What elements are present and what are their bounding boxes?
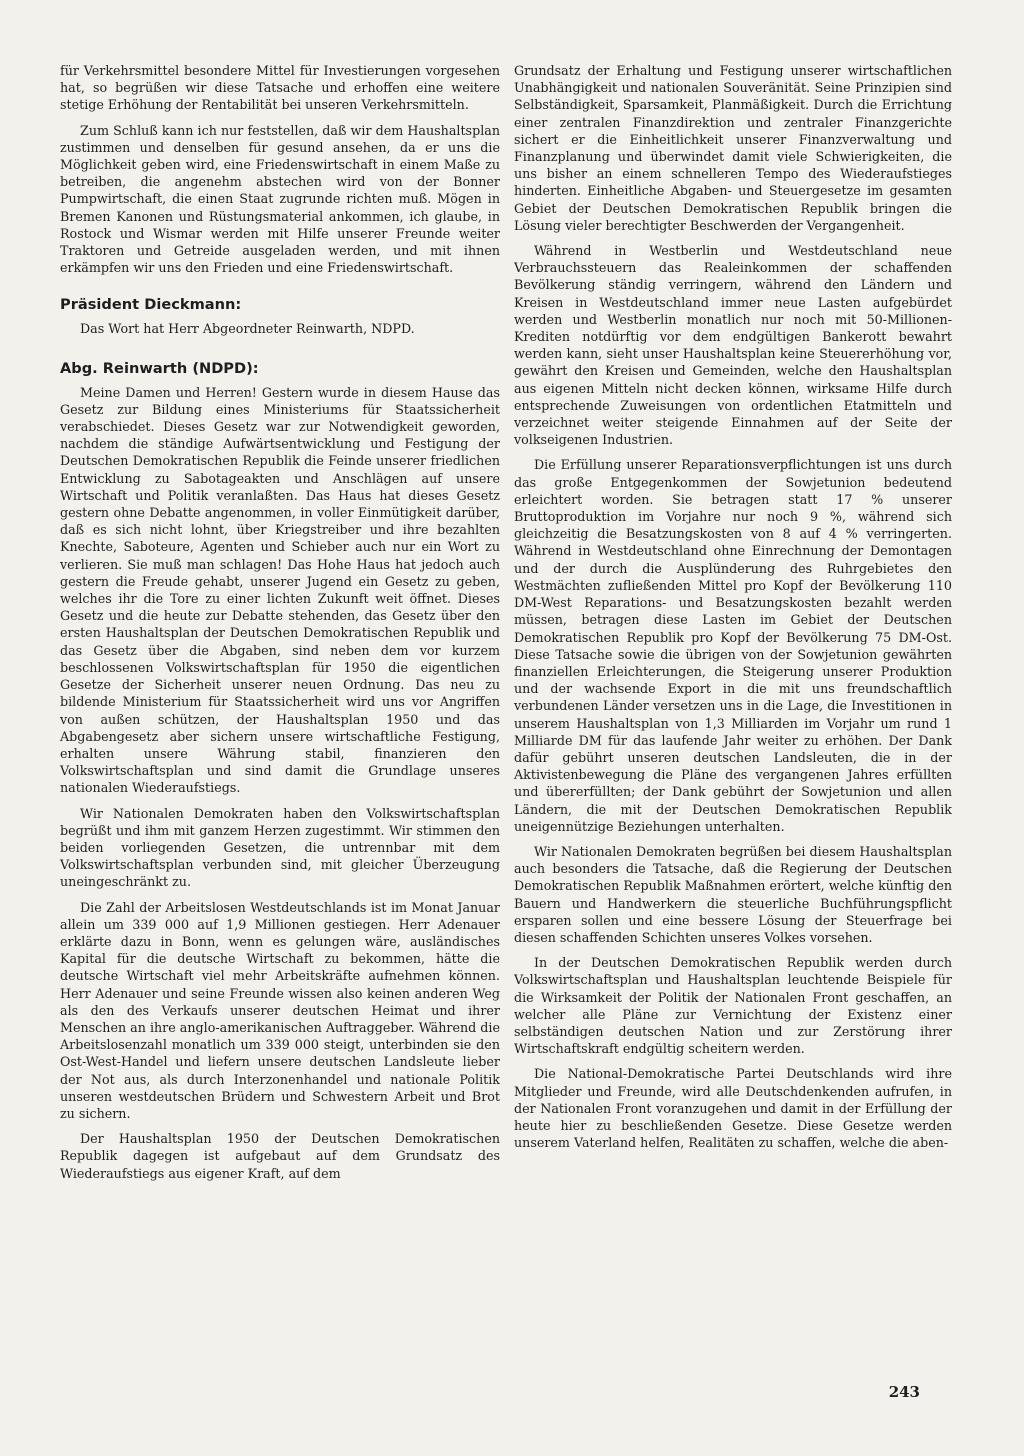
- paragraph: Grundsatz der Erhaltung und Festigung unserer wirtschaftlichen Unabhängigkeit und nationalen Souveränität. Seine Prinzipien sind Selbständigkeit, Sparsamkeit, Planmäßigkeit. Durch die Errichtung einer zentralen Finanzdirektion und zentraler Finanzgerichte sichert er die Einheitlichkeit unserer Finanzverwaltung und Finanzplanung und überwindet damit viele Schwierigkeiten, die uns bisher an einem schnelleren Tempo des Wiederaufstieges hinderten. Einheitliche Abgaben- und Steuergesetze im gesamten Gebiet der Deutschen Demokratischen Republik bringen die Lösung vieler berechtigter Beschwerden der Vergangenheit.: [514, 63, 952, 233]
- paragraph: Die Zahl der Arbeitslosen Westdeutschlands ist im Monat Januar allein um 339 000 auf 1,9 Millionen gestiegen. Herr Adenauer erklärte dazu in Bonn, wenn es gelungen wäre, ausländisches Kapital für die deutsche Wirtschaft zu bekommen, hätte die deutsche Wirtschaft viel mehr Arbeitskräfte aufnehmen können. Herr Adenauer und seine Freunde wissen also keinen anderen Weg als den des Verkaufs unserer deutschen Heimat und ihrer Menschen an ihre anglo-amerikanischen Auftraggeber. Während die Arbeitslosenzahl monatlich um 339 000 steigt, unterbinden sie den Ost-West-Handel und liefern unsere deutschen Landsleute lieber der Not aus, als durch Interzonenhandel und nationale Politik unseren westdeutschen Brüdern und Schwestern Arbeit und Brot zu sichern.: [60, 899, 500, 1121]
- paragraph: Die Erfüllung unserer Reparationsverpflichtungen ist uns durch das große Entgegenkommen der Sowjetunion bedeutend erleichtert worden. Sie betragen statt 17 % unserer Bruttoproduktion im Vorjahre nur noch 9 %, während sich gleichzeitig die Besatzungskosten von 8 auf 4 % verringerten. Während in Westdeutschland ohne Einrechnung der Demontagen und der durch die Ausplünderung des Ruhrgebietes den Westmächten zufließenden Mittel pro Kopf der Bevölkerung 110 DM-West Reparations- und Besatzungskosten bezahlt werden müssen, betragen diese Lasten im Gebiet der Deutschen Demokratischen Republik pro Kopf der Bevölkerung 75 DM-Ost. Diese Tatsache sowie die übrigen von der Sowjetunion gewährten finanziellen Erleichterungen, die Steigerung unserer Produktion und der wachsende Export in die mit uns freundschaftlich verbundenen Länder versetzen uns in die Lage, die Investitionen in unserem Haushaltsplan von 1,3 Milliarden im Vorjahr um rund 1 Milliarde DM für das laufende Jahr weiter zu erhöhen. Der Dank dafür gebührt unseren deutschen Landsleuten, die in der Aktivistenbewegung die Pläne des vergangenen Jahres erfüllten und übererfüllten; der Dank gebührt der Sowjetunion und allen Ländern, die mit der Deutschen Demokratischen Republik uneigennützige Beziehungen unterhalten.: [514, 457, 952, 834]
- paragraph: Das Wort hat Herr Abgeordneter Reinwarth, NDPD.: [80, 321, 415, 337]
- paragraph: Meine Damen und Herren! Gestern wurde in diesem Hause das Gesetz zur Bildung eines Ministeriums für Staatssicherheit verabschiedet. Dieses Gesetz war zur Notwendigkeit geworden, nachdem die ständige Aufwärtsentwicklung und Festigung der Deutschen Demokratischen Republik die Feinde unserer friedlichen Entwicklung zu Sabotageakten und Anschlägen auf unsere Wirtschaft und Politik veranlaßten. Das Haus hat dieses Gesetz gestern ohne Debatte angenommen, in voller Einmütigkeit darüber, daß es sich nicht lohnt, über Kriegstreiber und ihre bezahlten Knechte, Saboteure, Agenten und Schieber auch nur ein Wort zu verlieren. Sie muß man schlagen! Das Hohe Haus hat jedoch auch gestern die Freude gehabt, unserer Jugend ein Gesetz zu geben, welches ihr die Tore zu einer lichten Zukunft weit öffnet. Dieses Gesetz und die heute zur Debatte stehenden, das Gesetz über den ersten Haushaltsplan der Deutschen Demokratischen Republik und das Gesetz über die Abgaben, sind neben dem vor kurzem beschlossenen Volkswirtschaftsplan für 1950 die eigentlichen Gesetze der Sicherheit unserer neuen Ordnung. Das neu zu bildende Ministerium für Staatssicherheit wird uns vor Angriffen von außen schützen, der Haushaltsplan 1950 und das Abgabengesetz aber sichern unsere wirtschaftliche Festigung, erhalten unsere Währung stabil, finanzieren den Volkswirtschaftsplan und sind damit die Grundlage unseres nationalen Wiederaufstiegs.: [60, 384, 500, 796]
- page-number: 243: [888, 1383, 920, 1401]
- speaker-heading: Präsident Dieckmann:: [60, 296, 242, 314]
- paragraph: für Verkehrsmittel besondere Mittel für Investierungen vorgesehen hat, so begrüßen wir diese Tatsache und erhoffen eine weitere stetige Erhöhung der Rentabilität bei unseren Verkehrsmitteln.: [60, 63, 500, 113]
- paragraph: Die National-Demokratische Partei Deutschlands wird ihre Mitglieder und Freunde, wird alle Deutschdenkenden aufrufen, in der Nationalen Front voranzugehen und damit in der Erfüllung der heute hier zu beschließenden Gesetze. Diese Gesetze werden unserem Vaterland helfen, Realitäten zu schaffen, welche die aben-: [514, 1066, 952, 1151]
- two-column-layout: [60, 62, 952, 1190]
- paragraph: Der Haushaltsplan 1950 der Deutschen Demokratischen Republik dagegen ist aufgebaut auf dem Grundsatz des Wiederaufstiegs aus eigener Kraft, auf dem: [60, 1131, 500, 1181]
- right-column: [514, 62, 952, 1190]
- paragraph: Während in Westberlin und Westdeutschland neue Verbrauchssteuern das Realeinkommen der schaffenden Bevölkerung ständig verringern, während den Ländern und Kreisen in Westdeutschland immer neue Lasten aufgebürdet werden und Westberlin monatlich nur noch mit 50-Millionen-Krediten notdürftig vor dem endgültigen Bankerott bewahrt werden kann, sieht unser Haushaltsplan keine Steuererhöhung vor, gewährt den Kreisen und Gemeinden, welche den Haushaltsplan aus eigenen Mitteln nicht decken können, wirksame Hilfe durch entsprechende Zuweisungen von ordentlichen Etatmitteln und verzeichnet weiter steigende Einnahmen auf der Seite der volkseigenen Industrien.: [514, 243, 952, 448]
- paragraph: In der Deutschen Demokratischen Republik werden durch Volkswirtschaftsplan und Haushaltsplan leuchtende Beispiele für die Wirksamkeit der Politik der Nationalen Front geschaffen, an welcher alle Pläne zur Vernichtung der Existenz einer selbständigen deutschen Nation und zur Zerstörung ihrer Wirtschaftskraft endgültig scheitern werden.: [514, 955, 952, 1057]
- paragraph: Wir Nationalen Demokraten begrüßen bei diesem Haushaltsplan auch besonders die Tatsache, daß die Regierung der Deutschen Demokratischen Republik Maßnahmen erörtert, welche künftig den Bauern und Handwerkern die steuerliche Buchführungspflicht ersparen sollen und eine bessere Lösung der Steuerfrage bei diesen schaffenden Schichten unseres Volkes vorsehen.: [514, 843, 952, 945]
- left-column: [60, 62, 500, 1190]
- paragraph: Zum Schluß kann ich nur feststellen, daß wir dem Haushaltsplan zustimmen und denselben für gesund ansehen, da er uns die Möglichkeit geben wird, eine Friedenswirtschaft in einem Maße zu betreiben, die angenehm abstechen wird von der Bonner Pumpwirtschaft, die einen Staat zugrunde richten muß. Mögen in Bremen Kanonen und Rüstungsmaterial ankommen, ich glaube, in Rostock und Wismar werden mit Hilfe unserer Freunde weiter Traktoren und Getreide ausgeladen werden, und mit ihnen erkämpfen wir uns den Frieden und eine Friedenswirtschaft.: [60, 122, 500, 276]
- paragraph: Wir Nationalen Demokraten haben den Volkswirtschaftsplan begrüßt und ihm mit ganzem Herzen zugestimmt. Wir stimmen den beiden vorliegenden Gesetzen, die untrennbar mit dem Volkswirtschaftsplan verbunden sind, mit gleicher Überzeugung uneingeschränkt zu.: [60, 805, 500, 890]
- speaker-heading: Abg. Reinwarth (NDPD):: [60, 359, 259, 377]
